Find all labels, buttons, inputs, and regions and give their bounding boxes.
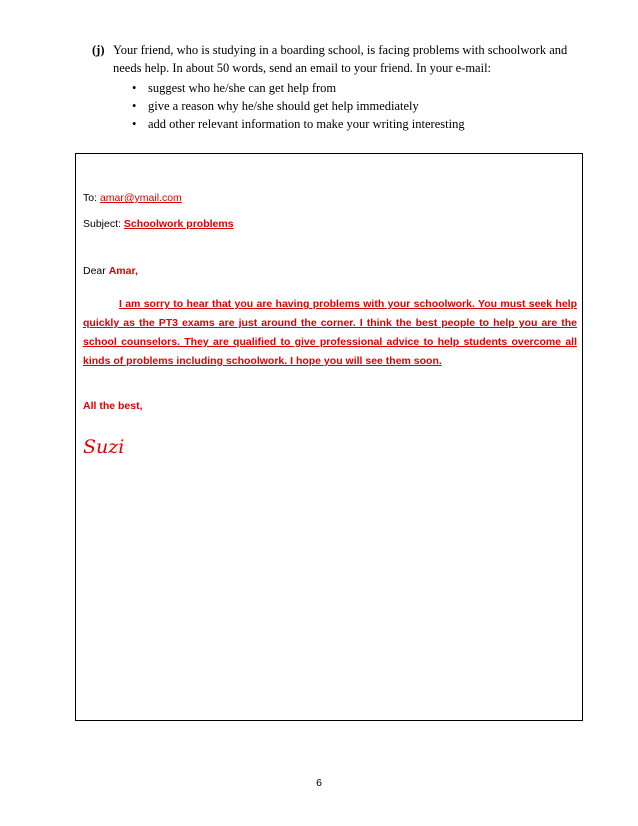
bullet-text: suggest who he/she can get help from (148, 81, 337, 95)
list-item (132, 97, 465, 115)
subject-label: Subject: (83, 218, 121, 230)
email-signature: Suzi (83, 436, 125, 458)
to-address: amar@ymail.com (99, 192, 182, 204)
bullet-text: add other relevant information to make your writing interesting (148, 117, 465, 131)
question-label: (j) (92, 43, 105, 57)
question-bullet-list (132, 79, 465, 133)
question-text: Your friend, who is studying in a boarding school, is facing problems with schoolwork and needs help. In about 50 words, send an email to your friend. In your e-mail: (113, 43, 568, 75)
list-item (132, 79, 465, 97)
to-label: To: (83, 192, 98, 204)
question-block (92, 41, 592, 131)
greeting-name: Amar, (108, 265, 138, 277)
bullet-icon: • (132, 81, 137, 95)
email-closing: All the best, (83, 400, 143, 412)
email-body-text: I am sorry to hear that you are having problems with your schoolwork. You must seek help quickly as the PT3 exams are just around the corner. I think the best people to help you are the school counselors. They are qualified to give professional advice to help students overcome all kinds of problems including schoolwork. I hope you will see them soon. (83, 298, 577, 367)
email-greeting (83, 265, 577, 277)
page-number: 6 (316, 777, 322, 789)
email-body (83, 295, 577, 371)
greeting-prefix: Dear (83, 265, 106, 277)
subject-value: Schoolwork problems (123, 218, 234, 230)
bullet-icon: • (132, 117, 137, 131)
list-item (132, 115, 465, 133)
bullet-text: give a reason why he/she should get help immediately (148, 99, 419, 113)
answer-box (75, 153, 583, 721)
email-to-line (83, 192, 577, 204)
email-subject-line (83, 218, 577, 230)
bullet-icon: • (132, 99, 137, 113)
